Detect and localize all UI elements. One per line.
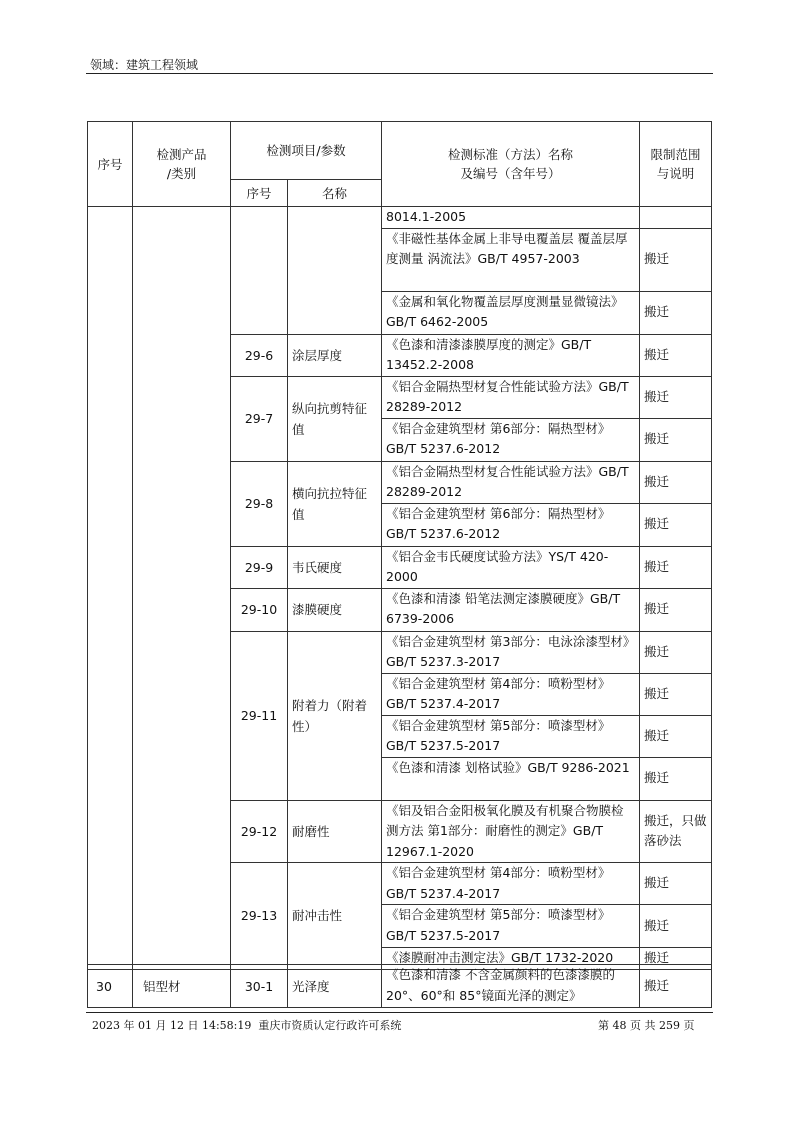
inspection-table (87, 121, 712, 970)
footer-page-info: 第 48 页 共 259 页 (598, 1019, 695, 1032)
limit-cell: 搬迁，只做落砂法 (640, 800, 712, 863)
standard-cell: 《铝合金建筑型材 第3部分：电泳涂漆型材》GB/T 5237.3-2017 (382, 631, 640, 673)
standard-cell: 《铝合金韦氏硬度试验方法》YS/T 420-2000 (382, 546, 640, 588)
standard-cell: 《铝合金建筑型材 第5部分：喷漆型材》GB/T 5237.5-2017 (382, 715, 640, 757)
item-name-cell: 横向抗拉特征值 (288, 461, 382, 546)
inspection-table-continued (87, 964, 712, 1008)
header-seq: 序号 (88, 122, 133, 207)
item-seq-cell: 29-12 (231, 800, 288, 863)
header-standard-line1: 检测标准（方法）名称 (447, 147, 573, 162)
limit-cell: 搬迁 (640, 673, 712, 715)
standard-cell: 《铝及铝合金阳极氧化膜及有机聚合物膜检测方法 第1部分：耐磨性的测定》GB/T 12967.1-2020 (382, 800, 640, 863)
header-category (133, 122, 231, 207)
limit-cell: 搬迁 (640, 418, 712, 461)
footer-system: 重庆市资质认定行政许可系统 (258, 1019, 402, 1032)
standard-cell: 8014.1-2005 (382, 207, 640, 229)
standard-cell: 《色漆和清漆 划格试验》GB/T 9286-2021 (382, 757, 640, 800)
footer-timestamp: 2023 年 01 月 12 日 14:58:19 (92, 1019, 252, 1032)
limit-cell: 搬迁 (640, 631, 712, 673)
limit-cell: 搬迁 (640, 757, 712, 800)
standard-cell: 《铝合金建筑型材 第6部分：隔热型材》GB/T 5237.6-2012 (382, 503, 640, 546)
item-seq-cell: 29-9 (231, 546, 288, 588)
limit-cell: 搬迁 (640, 461, 712, 503)
limit-cell: 搬迁 (640, 228, 712, 291)
limit-cell: 搬迁 (640, 546, 712, 588)
standard-cell: 《铝合金隔热型材复合性能试验方法》GB/T 28289-2012 (382, 461, 640, 503)
cell-seq-empty (88, 207, 133, 970)
item-name-cell: 耐磨性 (288, 800, 382, 863)
table-row (88, 207, 712, 229)
item-name-cell: 涂层厚度 (288, 334, 382, 376)
limit-cell: 搬迁 (640, 863, 712, 905)
limit-cell: 搬迁 (640, 588, 712, 631)
cell-category-empty (133, 207, 231, 970)
item-name-cell: 漆膜硬度 (288, 588, 382, 631)
limit-cell: 搬迁 (640, 376, 712, 418)
limit-cell: 搬迁 (640, 965, 712, 1008)
item-seq-cell: 29-6 (231, 334, 288, 376)
footer-rule (86, 1012, 713, 1013)
table-row (88, 965, 712, 1008)
header-item-seq: 序号 (231, 180, 288, 207)
header-category-line2: /类别 (166, 166, 197, 181)
header-limit-line2: 与说明 (656, 166, 695, 181)
cell-item-name-empty (288, 207, 382, 335)
limit-cell: 搬迁 (640, 948, 712, 970)
header-item-group: 检测项目/参数 (231, 122, 382, 180)
header-category-line1: 检测产品 (156, 147, 207, 162)
standard-cell: 《铝合金隔热型材复合性能试验方法》GB/T 28289-2012 (382, 376, 640, 418)
header-rule (86, 73, 713, 74)
item-name-cell: 附着力（附着性） (288, 631, 382, 800)
item-name-cell: 光泽度 (288, 965, 382, 1008)
limit-cell: 搬迁 (640, 715, 712, 757)
standard-cell: 《铝合金建筑型材 第5部分：喷漆型材》GB/T 5237.5-2017 (382, 905, 640, 948)
standard-cell: 《铝合金建筑型材 第4部分：喷粉型材》GB/T 5237.4-2017 (382, 863, 640, 905)
standard-cell: 《色漆和清漆 铅笔法测定漆膜硬度》GB/T 6739-2006 (382, 588, 640, 631)
limit-cell: 搬迁 (640, 334, 712, 376)
item-seq-cell: 29-13 (231, 863, 288, 970)
limit-cell: 搬迁 (640, 291, 712, 334)
item-name-cell: 纵向抗剪特征值 (288, 376, 382, 461)
standard-cell: 《色漆和清漆漆膜厚度的测定》GB/T 13452.2-2008 (382, 334, 640, 376)
header-standard (382, 122, 640, 207)
cell-item-seq-empty (231, 207, 288, 335)
standard-cell: 《金属和氧化物覆盖层厚度测量显微镜法》GB/T 6462-2005 (382, 291, 640, 334)
footer-info (92, 1017, 401, 1033)
header-limit (640, 122, 712, 207)
item-seq-cell: 29-7 (231, 376, 288, 461)
standard-cell: 《漆膜耐冲击测定法》GB/T 1732-2020 (382, 948, 640, 970)
standard-cell: 《色漆和清漆 不含金属颜料的色漆漆膜的 20°、60°和 85°镜面光泽的测定》 (382, 965, 640, 1008)
header-item-name: 名称 (288, 180, 382, 207)
header-limit-line1: 限制范围 (650, 147, 701, 162)
item-seq-cell: 29-10 (231, 588, 288, 631)
domain-header: 领域：建筑工程领域 (90, 58, 199, 72)
item-name-cell: 韦氏硬度 (288, 546, 382, 588)
limit-cell: 搬迁 (640, 503, 712, 546)
item-seq-cell: 29-8 (231, 461, 288, 546)
item-name-cell: 耐冲击性 (288, 863, 382, 970)
limit-cell: 搬迁 (640, 905, 712, 948)
standard-cell: 《铝合金建筑型材 第4部分：喷粉型材》GB/T 5237.4-2017 (382, 673, 640, 715)
seq-cell: 30 (88, 965, 133, 1008)
item-seq-cell: 30-1 (231, 965, 288, 1008)
limit-cell (640, 207, 712, 229)
standard-cell: 《非磁性基体金属上非导电覆盖层 覆盖层厚度测量 涡流法》GB/T 4957-2003 (382, 228, 640, 291)
header-standard-line2: 及编号（含年号） (460, 166, 561, 181)
item-seq-cell: 29-11 (231, 631, 288, 800)
category-cell: 铝型材 (133, 965, 231, 1008)
standard-cell: 《铝合金建筑型材 第6部分：隔热型材》GB/T 5237.6-2012 (382, 418, 640, 461)
